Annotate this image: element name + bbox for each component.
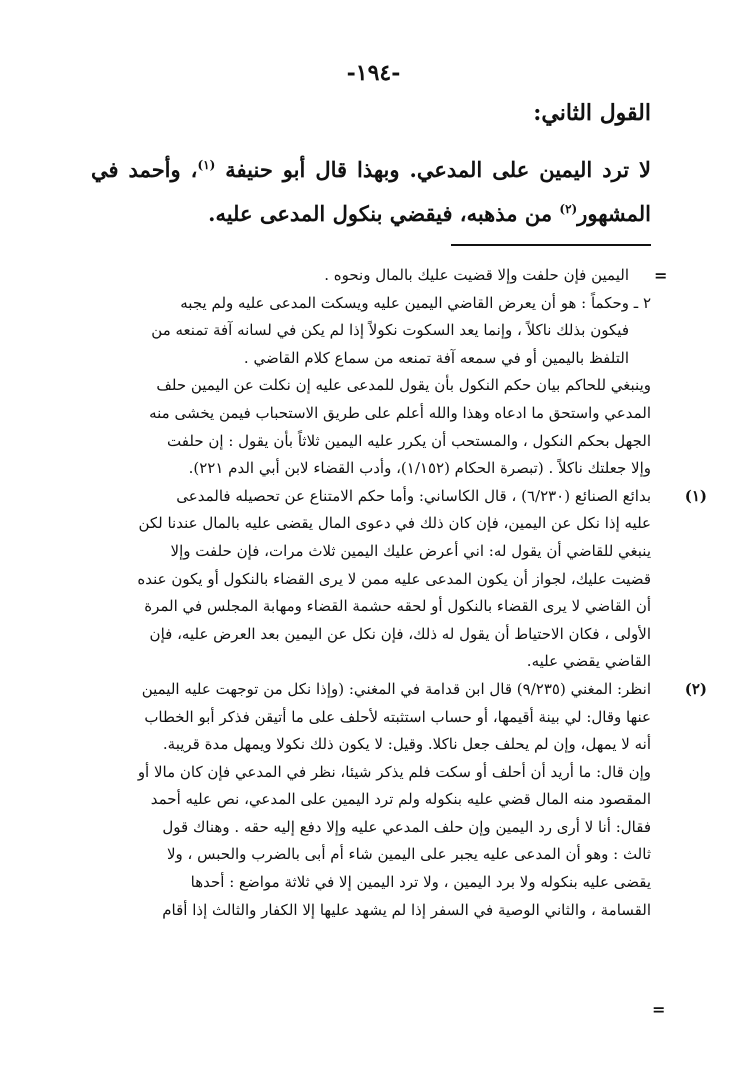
footnote-line: أنه لا يمهل، وإن لم يحلف جعل ناكلا. وقيل: لا يكون ذلك نكولا ويمهل مدة قريبة. (162, 735, 651, 754)
footnote-separator (451, 244, 651, 246)
main-paragraph (91, 148, 651, 236)
footnote-line: فيكون بذلك ناكلاً ، وإنما يعد السكوت نكولاً إذا لم يكن في لسانه آفة تمنعه من (151, 321, 629, 340)
footnote-line: وإن قال: ما أريد أن أحلف أو سكت فلم يذكر شيئا، نظر في المدعي فإن كان مالا أو (137, 762, 651, 781)
main-text-segment: من مذهبه، فيقضي بنكول المدعى عليه. (208, 201, 560, 226)
footnote-line: الأولى ، فكان الاحتياط أن يقول له ذلك، فإن نكل عن اليمين بعد العرض عليه، فإن (149, 624, 651, 643)
footnote-line: قضيت عليك، لجواز أن يكون المدعى عليه ممن لا يرى القضاء بالنكول أو يكون عنده (137, 569, 651, 588)
footnote-line: ثالث : وهو أن المدعى عليه يجبر على اليمين شاء أم أبى بالضرب والحبس ، ولا (166, 845, 651, 864)
main-text-segment: ، وأحمد في (91, 157, 198, 182)
footnote-number-2: (٢) (684, 679, 707, 698)
footnote-line: المدعي واستحق ما ادعاه وهذا والله أعلم على طريق الاستحباب فيمن يخشى منه (149, 403, 651, 422)
footnote-line: ينبغي للقاضي أن يقول له: اني أعرض عليك اليمين ثلاث مرات، فإن حلفت وإلا (170, 541, 651, 560)
main-text-segment: المشهور (577, 201, 651, 226)
section-heading: القول الثاني: (533, 100, 651, 126)
footnote-line: الجهل بحكم النكول ، والمستحب أن يكرر عليه اليمين ثلاثاً بأن يقول : إن حلفت (167, 431, 651, 450)
footnote-line: المقصود منه المال قضي عليه بنكوله ولم ترد اليمين على المدعي، نص عليه أحمد (150, 790, 651, 809)
footnote-2 (91, 676, 707, 924)
footnote-line: القاضي يقضي عليه. (526, 652, 651, 671)
footnote-line: وإلا جعلتك ناكلاً . (تبصرة الحكام (١/١٥٢)، وأدب القضاء لابن أبي الدم ٢٢١). (188, 459, 651, 478)
footnote-line: القسامة ، والثاني الوصية في السفر إذا لم يشهد عليها إلا الكفار والثالث إذا أقام (162, 900, 651, 919)
footnote-continuation (91, 262, 651, 483)
footnote-ref-1[interactable]: (١) (197, 158, 216, 172)
continuation-mark-top: = (654, 266, 668, 285)
footnote-line: يقضى عليه بنكوله ولا برد اليمين ، ولا ترد اليمين إلا في ثلاثة مواضع : أحدها (190, 873, 651, 892)
footnote-line: بدائع الصنائع (٦/٢٣٠) ، قال الكاساني: وأما حكم الامتناع عن تحصيله فالمدعى (176, 486, 651, 505)
main-text-segment: لا ترد اليمين على المدعي. وبهذا قال أبو حنيفة (225, 157, 652, 182)
footnote-line: انظر: المغني (٩/٢٣٥) قال ابن قدامة في المغني: (وإذا نكل من توجهت عليه اليمين (141, 679, 651, 698)
footnote-1 (91, 483, 707, 676)
footnote-line: فقال: أنا لا أرى رد اليمين وإن حلف المدعي عليه وإلا دفع إليه حقه . وهناك قول (162, 817, 651, 836)
footnote-line: وينبغي للحاكم بيان حكم النكول بأن يقول للمدعى عليه إن نكلت عن اليمين حلف (156, 376, 651, 395)
footnote-line: ٢ ـ وحكماً : هو أن يعرض القاضي اليمين عليه ويسكت المدعى عليه ولم يجبه (180, 293, 651, 312)
footnote-line: عنها وقال: لي بينة أقيمها، أو حساب استثبته لأحلف على ما أتيقن فذكر أبو الخطاب (144, 707, 651, 726)
continuation-mark-bottom: = (652, 1000, 666, 1019)
footnote-number-1: (١) (684, 486, 707, 505)
footnotes-section (91, 262, 707, 924)
footnote-line: التلفظ باليمين أو في سمعه آفة تمنعه من سماع كلام القاضي . (243, 348, 629, 367)
footnote-line: اليمين فإن حلفت وإلا قضيت عليك بالمال ونحوه . (324, 266, 629, 284)
footnote-line: عليه إذا نكل عن اليمين، فإن كان ذلك في دعوى المال يقضى عليه بالمال عندنا لكن (138, 514, 651, 533)
footnote-line: أن القاضي لا يرى القضاء بالنكول أو لحقه حشمة القضاء ومهابة المجلس في المرة (144, 597, 651, 616)
footnote-ref-2[interactable]: (٢) (559, 202, 578, 216)
page-number: -١٩٤- (346, 60, 401, 86)
